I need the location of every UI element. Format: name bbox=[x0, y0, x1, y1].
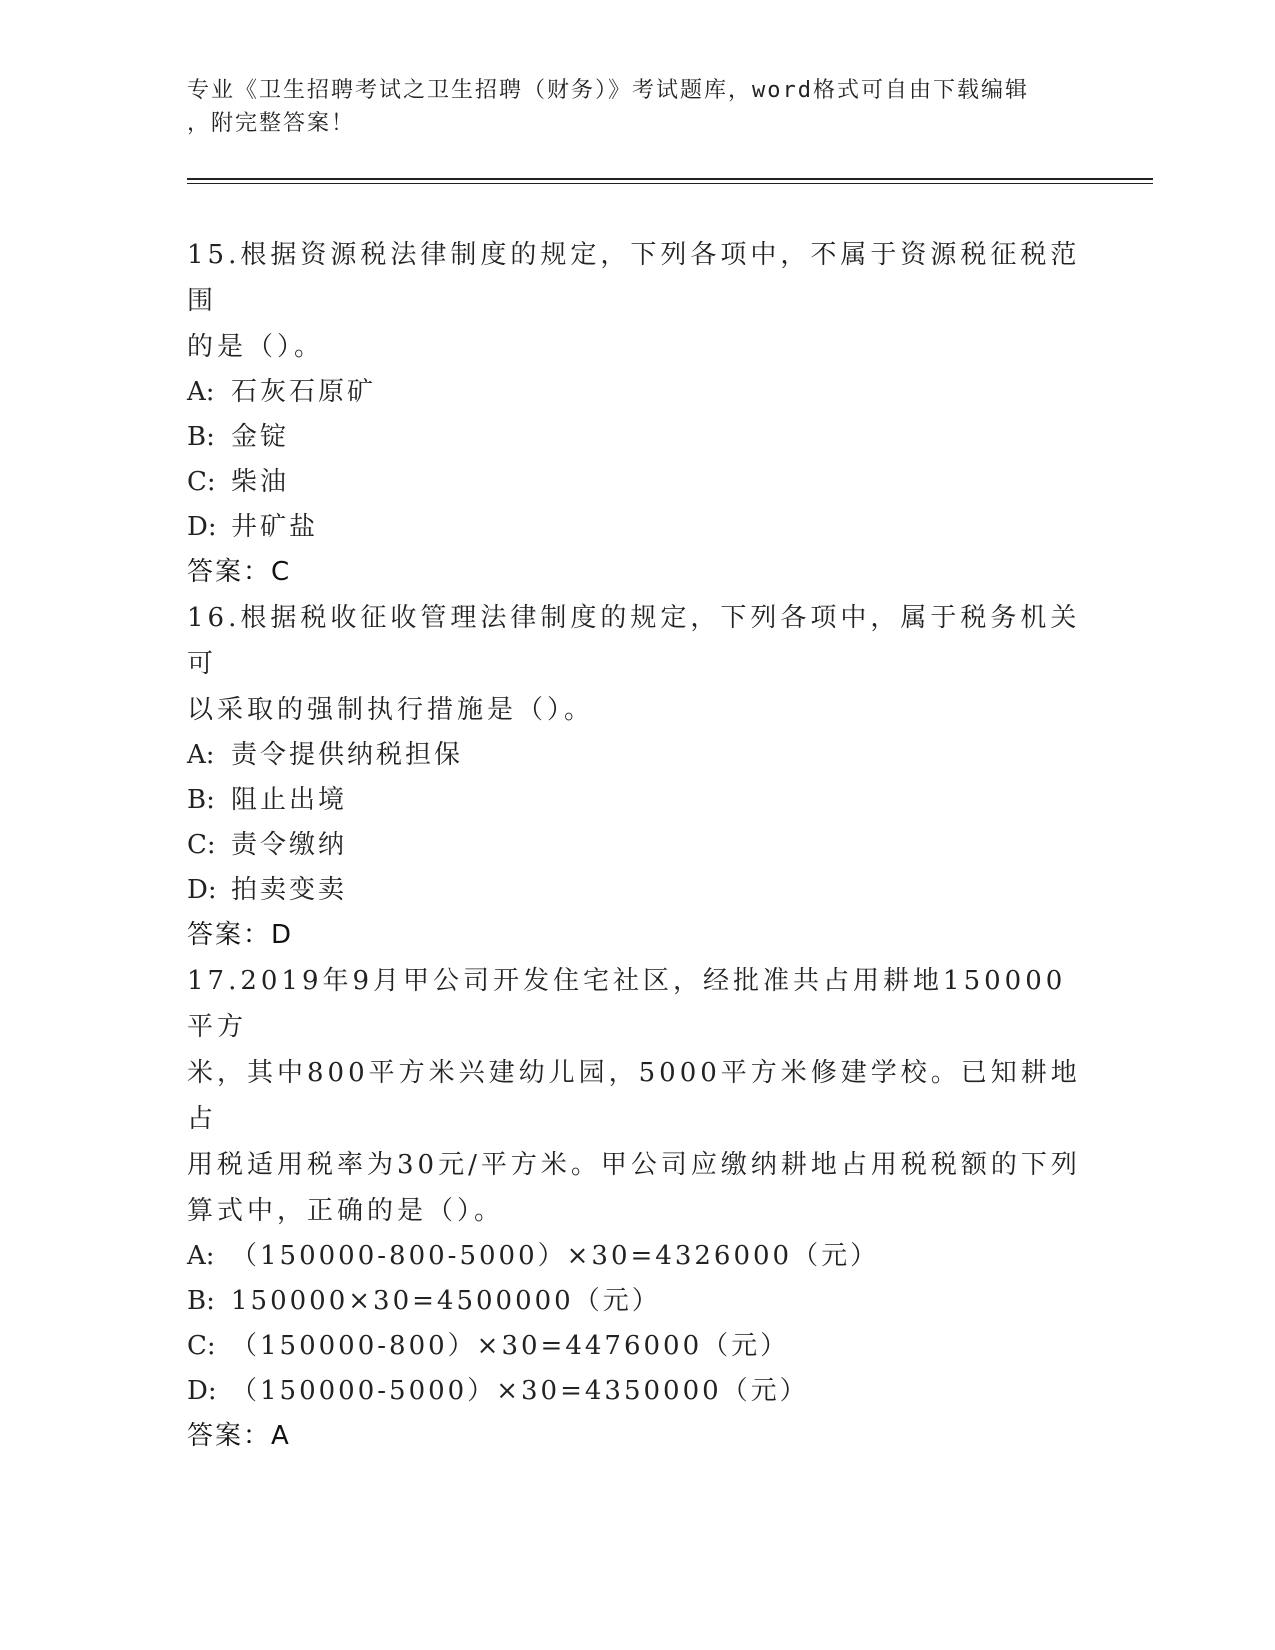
question-stem-line: 15.根据资源税法律制度的规定，下列各项中，不属于资源税征税范围 bbox=[187, 240, 1081, 316]
option-c bbox=[187, 823, 1087, 868]
option-text: （150000-800）×30=4476000（元） bbox=[231, 1331, 790, 1361]
question-stem-line: 算式中，正确的是（）。 bbox=[187, 1196, 505, 1226]
option-letter: C: bbox=[187, 1331, 216, 1361]
option-d bbox=[187, 1369, 1087, 1414]
option-c bbox=[187, 1324, 1087, 1369]
option-text: 井矿盐 bbox=[231, 512, 319, 542]
option-b bbox=[187, 1279, 1087, 1324]
option-b bbox=[187, 415, 1087, 460]
option-text: 金锭 bbox=[231, 422, 290, 452]
option-text: 150000×30=4500000（元） bbox=[231, 1286, 661, 1316]
question-stem-line: 的是（）。 bbox=[187, 332, 325, 362]
option-letter: C: bbox=[187, 467, 216, 497]
question-stem-line: 17.2019年9月甲公司开发住宅社区，经批准共占用耕地150000平方 bbox=[187, 966, 1067, 1042]
option-d bbox=[187, 505, 1087, 550]
option-a bbox=[187, 1234, 1087, 1279]
option-letter: C: bbox=[187, 830, 216, 860]
question-stem-line: 米，其中800平方米兴建幼儿园，5000平方米修建学校。已知耕地占 bbox=[187, 1058, 1081, 1134]
option-d bbox=[187, 868, 1087, 913]
option-letter: B: bbox=[187, 785, 215, 815]
option-a bbox=[187, 733, 1087, 778]
question-15 bbox=[187, 232, 1087, 595]
answer-line: 答案：C bbox=[187, 557, 292, 587]
answer-line: 答案：D bbox=[187, 920, 294, 950]
option-b bbox=[187, 778, 1087, 823]
question-stem-line: 以采取的强制执行措施是（）。 bbox=[187, 695, 595, 725]
option-letter: A: bbox=[187, 377, 215, 407]
option-text: 柴油 bbox=[231, 467, 290, 497]
option-text: 阻止出境 bbox=[231, 785, 348, 815]
header-divider-thick bbox=[187, 178, 1153, 180]
option-letter: D: bbox=[187, 512, 217, 542]
option-text: （150000-800-5000）×30=4326000（元） bbox=[231, 1241, 880, 1271]
option-text: （150000-5000）×30=4350000（元） bbox=[231, 1376, 809, 1406]
answer-line: 答案：A bbox=[187, 1421, 291, 1451]
option-text: 石灰石原矿 bbox=[231, 377, 377, 407]
option-c bbox=[187, 460, 1087, 505]
option-letter: B: bbox=[187, 422, 215, 452]
option-letter: B: bbox=[187, 1286, 215, 1316]
option-text: 拍卖变卖 bbox=[231, 875, 348, 905]
question-stem-line: 用税适用税率为30元/平方米。甲公司应缴纳耕地占用税税额的下列 bbox=[187, 1150, 1081, 1180]
header-divider-thin bbox=[187, 183, 1153, 184]
question-stem-line: 16.根据税收征收管理法律制度的规定，下列各项中，属于税务机关可 bbox=[187, 603, 1081, 679]
option-letter: D: bbox=[187, 1376, 217, 1406]
option-text: 责令缴纳 bbox=[231, 830, 348, 860]
option-letter: D: bbox=[187, 875, 217, 905]
document-header bbox=[187, 74, 1067, 140]
question-17 bbox=[187, 958, 1087, 1459]
question-16 bbox=[187, 595, 1087, 958]
option-text: 责令提供纳税担保 bbox=[231, 740, 464, 770]
option-letter: A: bbox=[187, 1241, 215, 1271]
header-line-2: ，附完整答案！ bbox=[187, 111, 356, 136]
option-letter: A: bbox=[187, 740, 215, 770]
header-line-1: 专业《卫生招聘考试之卫生招聘（财务）》考试题库，word格式可自由下载编辑 bbox=[187, 78, 1029, 103]
option-a bbox=[187, 370, 1087, 415]
